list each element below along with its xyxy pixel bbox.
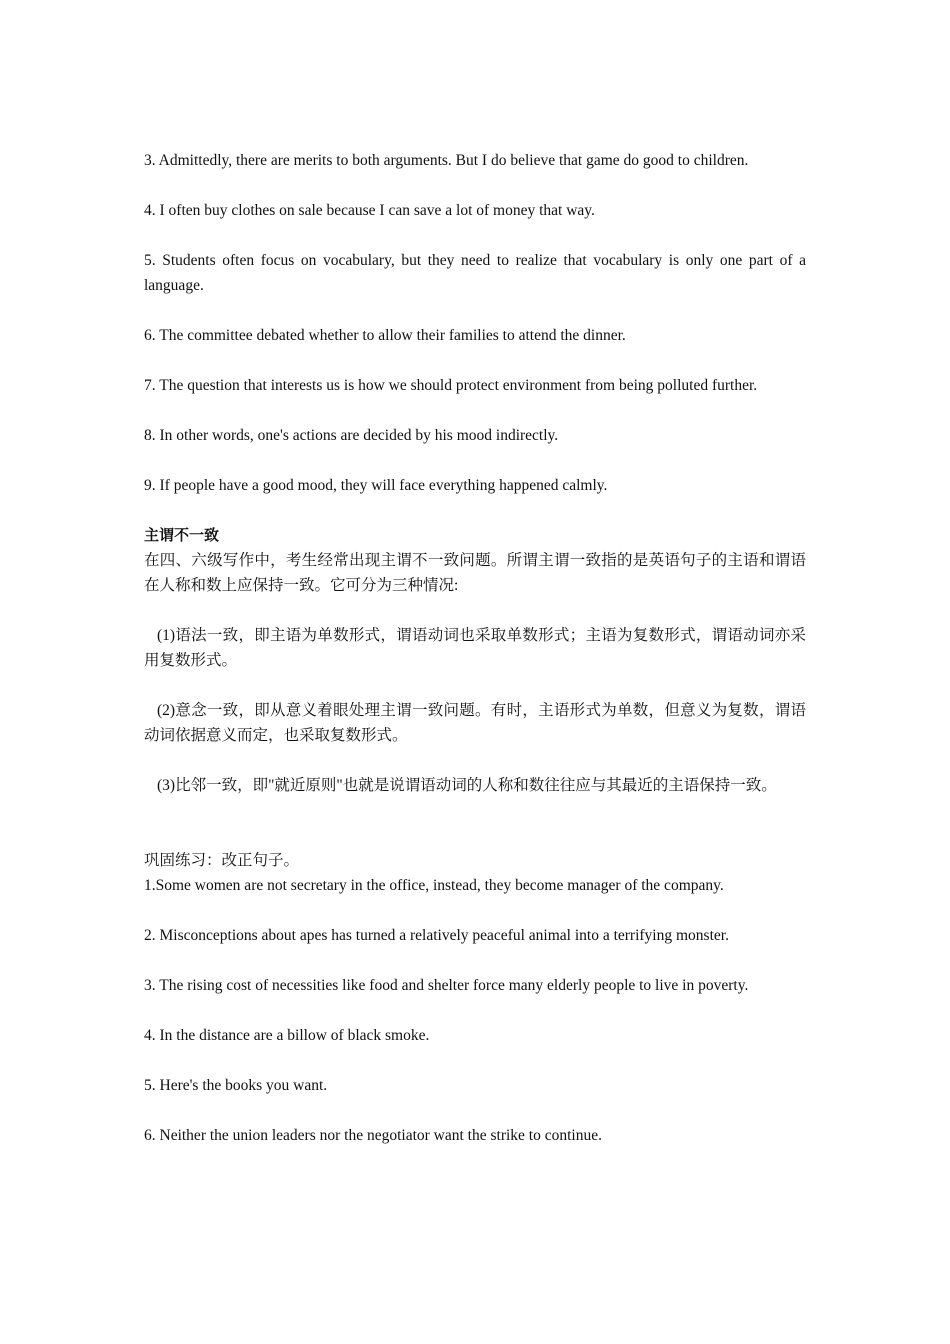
section-intro: 在四、六级写作中，考生经常出现主谓不一致问题。所谓主谓一致指的是英语句子的主语和谓语在人称和数上应保持一致。它可分为三种情况: xyxy=(144,552,806,594)
exercise-2: 2. Misconceptions about apes has turned a relatively peaceful animal into a terrifying monster. xyxy=(144,927,729,944)
sentence-3: 3. Admittedly, there are merits to both arguments. But I do believe that game do good to children. xyxy=(144,152,749,169)
exercise-4: 4. In the distance are a billow of black smoke. xyxy=(144,1027,430,1044)
rule-notional-agreement: (2)意念一致，即从意义着眼处理主谓一致问题。有时，主语形式为单数，但意义为复数，谓语动词依据意义而定，也采取复数形式。 xyxy=(144,702,806,744)
rule-proximity-agreement: (3)比邻一致，即"就近原则"也就是说谓语动词的人称和数往往应与其最近的主语保持一致。 xyxy=(157,777,777,794)
exercise-3: 3. The rising cost of necessities like food and shelter force many elderly people to live in poverty. xyxy=(144,977,749,994)
sentence-7: 7. The question that interests us is how we should protect environment from being polluted further. xyxy=(144,377,758,394)
exercise-5: 5. Here's the books you want. xyxy=(144,1077,328,1094)
spacer xyxy=(144,823,806,848)
sentence-8: 8. In other words, one's actions are decided by his mood indirectly. xyxy=(144,427,559,444)
sentence-9: 9. If people have a good mood, they will face everything happened calmly. xyxy=(144,477,608,494)
exercise-6: 6. Neither the union leaders nor the negotiator want the strike to continue. xyxy=(144,1127,602,1144)
section-heading: 主谓不一致 xyxy=(144,526,220,544)
sentence-5: 5. Students often focus on vocabulary, but they need to realize that vocabulary is only one part of a language. xyxy=(144,252,806,294)
sentence-4: 4. I often buy clothes on sale because I can save a lot of money that way. xyxy=(144,202,595,219)
document-page xyxy=(144,148,806,1173)
rule-grammatical-agreement: (1)语法一致，即主语为单数形式，谓语动词也采取单数形式；主语为复数形式，谓语动词亦采用复数形式。 xyxy=(144,627,806,669)
sentence-6: 6. The committee debated whether to allow their families to attend the dinner. xyxy=(144,327,626,344)
exercise-title: 巩固练习：改正句子。 xyxy=(144,852,300,869)
exercise-1: 1.Some women are not secretary in the office, instead, they become manager of the company. xyxy=(144,877,724,894)
